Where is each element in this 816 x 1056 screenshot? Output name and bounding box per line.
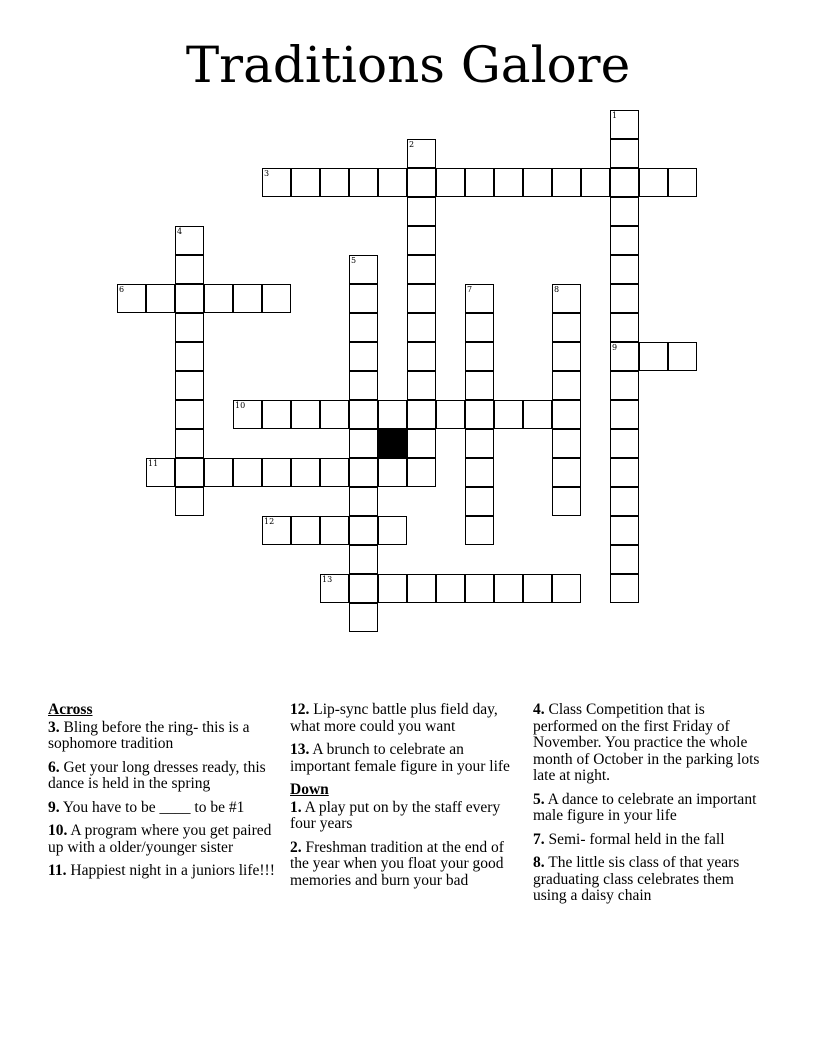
clue-item [48,760,280,793]
grid-cell[interactable] [349,255,378,284]
cell-number: 6 [119,285,125,294]
grid-cell[interactable] [668,168,697,197]
grid-cell[interactable] [610,487,639,516]
grid-cell[interactable] [552,574,581,603]
clues-column-3 [533,702,768,912]
grid-cell[interactable] [262,458,291,487]
clue-number: 4. [533,701,545,718]
clue-text: Class Competition that is performed on the first Friday of November. You practice the whole month of October in the parking lots late at night. [533,701,760,784]
grid-cell[interactable] [175,371,204,400]
grid-cell[interactable] [291,458,320,487]
across-clue-list [48,720,280,880]
grid-cell[interactable] [204,458,233,487]
grid-cell[interactable] [465,371,494,400]
clue-item [48,823,280,856]
grid-cell[interactable] [349,603,378,632]
grid-cell[interactable] [494,400,523,429]
grid-cell[interactable] [262,168,291,197]
clue-number: 3. [48,718,60,736]
grid-cell[interactable] [407,458,436,487]
clue-item [48,720,280,753]
grid-cell[interactable] [610,110,639,139]
across-clue-list [290,702,522,775]
clue-number: 6. [48,758,60,776]
grid-cell[interactable] [610,168,639,197]
grid-cell[interactable] [407,574,436,603]
clue-text: A play put on by the staff every four years [290,798,501,832]
grid-cell[interactable] [436,168,465,197]
clue-text: Semi- formal held in the fall [544,830,725,848]
down-clue-list [290,800,522,890]
grid-cell[interactable] [610,458,639,487]
cell-number: 9 [612,343,618,352]
puzzle-title: Traditions Galore [185,36,631,94]
grid-cell[interactable] [349,429,378,458]
grid-cell[interactable] [465,516,494,545]
grid-cell[interactable] [320,574,349,603]
grid-cell[interactable] [378,168,407,197]
grid-cell[interactable] [407,342,436,371]
grid-cell[interactable] [494,574,523,603]
grid-cell[interactable] [407,255,436,284]
cell-number: 12 [264,517,275,526]
grid-cell[interactable] [465,458,494,487]
grid-cell[interactable] [407,429,436,458]
clue-number: 13. [290,741,310,758]
grid-cell[interactable] [175,342,204,371]
grid-cell[interactable] [610,545,639,574]
grid-cell[interactable] [407,197,436,226]
grid-cell[interactable] [552,458,581,487]
grid-cell[interactable] [552,371,581,400]
clue-item [533,855,768,905]
grid-cell[interactable] [349,342,378,371]
clues-column-2 [290,702,522,896]
grid-cell[interactable] [552,284,581,313]
grid-cell[interactable] [117,284,146,313]
grid-cell[interactable] [610,574,639,603]
clue-text: A program where you get paired up with a older/younger sister [48,822,272,856]
grid-cell[interactable] [291,516,320,545]
grid-cell[interactable] [175,429,204,458]
grid-cell[interactable] [349,487,378,516]
grid-cell[interactable] [465,342,494,371]
clue-item [48,863,280,880]
clue-item [533,832,768,849]
cell-number: 13 [322,575,333,584]
clue-item [290,702,522,735]
grid-cell[interactable] [465,313,494,342]
grid-cell[interactable] [320,168,349,197]
grid-cell[interactable] [378,400,407,429]
grid-cell[interactable] [552,313,581,342]
grid-cell[interactable] [407,284,436,313]
grid-cell[interactable] [407,139,436,168]
clue-number: 5. [533,790,545,808]
down-clue-list [533,702,768,905]
cell-number: 3 [264,169,270,178]
grid-cell[interactable] [349,545,378,574]
grid-cell[interactable] [465,574,494,603]
grid-cell[interactable] [175,313,204,342]
grid-cell[interactable] [465,487,494,516]
grid-cell[interactable] [610,371,639,400]
grid-cell[interactable] [610,400,639,429]
grid-cell[interactable] [552,400,581,429]
cell-number: 4 [177,227,183,236]
cell-number: 7 [467,285,473,294]
grid-cell[interactable] [320,458,349,487]
grid-cell[interactable] [552,429,581,458]
grid-cell[interactable] [233,284,262,313]
grid-cell[interactable] [610,226,639,255]
blocked-cell [378,429,407,458]
grid-cell[interactable] [610,429,639,458]
grid-cell[interactable] [610,516,639,545]
clue-item [290,800,522,833]
clue-text: You have to be ____ to be #1 [59,798,245,816]
grid-cell[interactable] [494,168,523,197]
cell-number: 8 [554,285,560,294]
grid-cell[interactable] [349,313,378,342]
grid-cell[interactable] [465,429,494,458]
clue-item [48,800,280,817]
grid-cell[interactable] [291,168,320,197]
clue-number: 7. [533,830,545,848]
clue-text: Lip-sync battle plus field day, what more could you want [290,701,498,735]
grid-cell[interactable] [436,574,465,603]
grid-cell[interactable] [349,400,378,429]
grid-cell[interactable] [407,371,436,400]
grid-cell[interactable] [639,168,668,197]
cell-number: 5 [351,256,357,265]
grid-cell[interactable] [465,284,494,313]
grid-cell[interactable] [349,168,378,197]
grid-cell[interactable] [262,516,291,545]
clue-item [290,840,522,890]
grid-cell[interactable] [204,284,233,313]
clue-text: Freshman tradition at the end of the year when you float your good memories and burn your bad [290,838,504,889]
cell-number: 1 [612,111,618,120]
grid-cell[interactable] [349,284,378,313]
clue-item [533,702,768,785]
clue-text: Happiest night in a juniors life!!! [66,862,275,879]
grid-cell[interactable] [175,400,204,429]
grid-cell[interactable] [465,168,494,197]
grid-cell[interactable] [610,197,639,226]
grid-cell[interactable] [349,458,378,487]
grid-cell[interactable] [552,168,581,197]
grid-cell[interactable] [320,516,349,545]
grid-cell[interactable] [436,400,465,429]
grid-cell[interactable] [320,400,349,429]
clues-column-1 [48,702,280,887]
grid-cell[interactable] [552,487,581,516]
clue-number: 8. [533,854,545,871]
clue-number: 12. [290,701,310,718]
cell-number: 11 [148,459,159,468]
grid-cell[interactable] [175,226,204,255]
grid-cell[interactable] [146,458,175,487]
grid-cell[interactable] [349,574,378,603]
grid-cell[interactable] [610,313,639,342]
grid-cell[interactable] [175,487,204,516]
grid-cell[interactable] [175,284,204,313]
grid-cell[interactable] [523,400,552,429]
grid-cell[interactable] [262,400,291,429]
clue-item [290,742,522,775]
clue-text: Bling before the ring- this is a sophomore tradition [48,718,250,752]
grid-cell[interactable] [146,284,175,313]
grid-cell[interactable] [349,516,378,545]
grid-cell[interactable] [378,458,407,487]
grid-cell[interactable] [262,284,291,313]
grid-cell[interactable] [668,342,697,371]
grid-cell[interactable] [552,342,581,371]
grid-cell[interactable] [233,400,262,429]
grid-cell[interactable] [378,574,407,603]
grid-cell[interactable] [523,574,552,603]
grid-cell[interactable] [233,458,262,487]
grid-cell[interactable] [175,255,204,284]
grid-cell[interactable] [610,139,639,168]
grid-cell[interactable] [523,168,552,197]
clue-item [533,792,768,825]
across-heading: Across [48,701,93,718]
clue-text: A brunch to celebrate an important female figure in your life [290,741,510,775]
clue-number: 11. [48,862,67,879]
grid-cell[interactable] [291,400,320,429]
clue-text: The little sis class of that years graduating class celebrates them using a daisy chain [533,854,740,904]
clue-number: 9. [48,798,60,816]
cell-number: 2 [409,140,415,149]
grid-cell[interactable] [378,516,407,545]
grid-cell[interactable] [610,342,639,371]
down-heading: Down [290,781,329,798]
grid-cell[interactable] [407,226,436,255]
clue-number: 10. [48,822,68,839]
grid-cell[interactable] [465,400,494,429]
grid-cell[interactable] [175,458,204,487]
grid-cell[interactable] [407,313,436,342]
grid-cell[interactable] [407,168,436,197]
grid-cell[interactable] [639,342,668,371]
clue-text: Get your long dresses ready, this dance is held in the spring [48,758,266,792]
grid-cell[interactable] [610,255,639,284]
grid-cell[interactable] [610,284,639,313]
grid-cell[interactable] [407,400,436,429]
clue-number: 2. [290,838,302,856]
clue-number: 1. [290,798,302,816]
grid-cell[interactable] [581,168,610,197]
grid-cell[interactable] [349,371,378,400]
clue-text: A dance to celebrate an important male figure in your life [533,790,757,824]
cell-number: 10 [235,401,246,410]
